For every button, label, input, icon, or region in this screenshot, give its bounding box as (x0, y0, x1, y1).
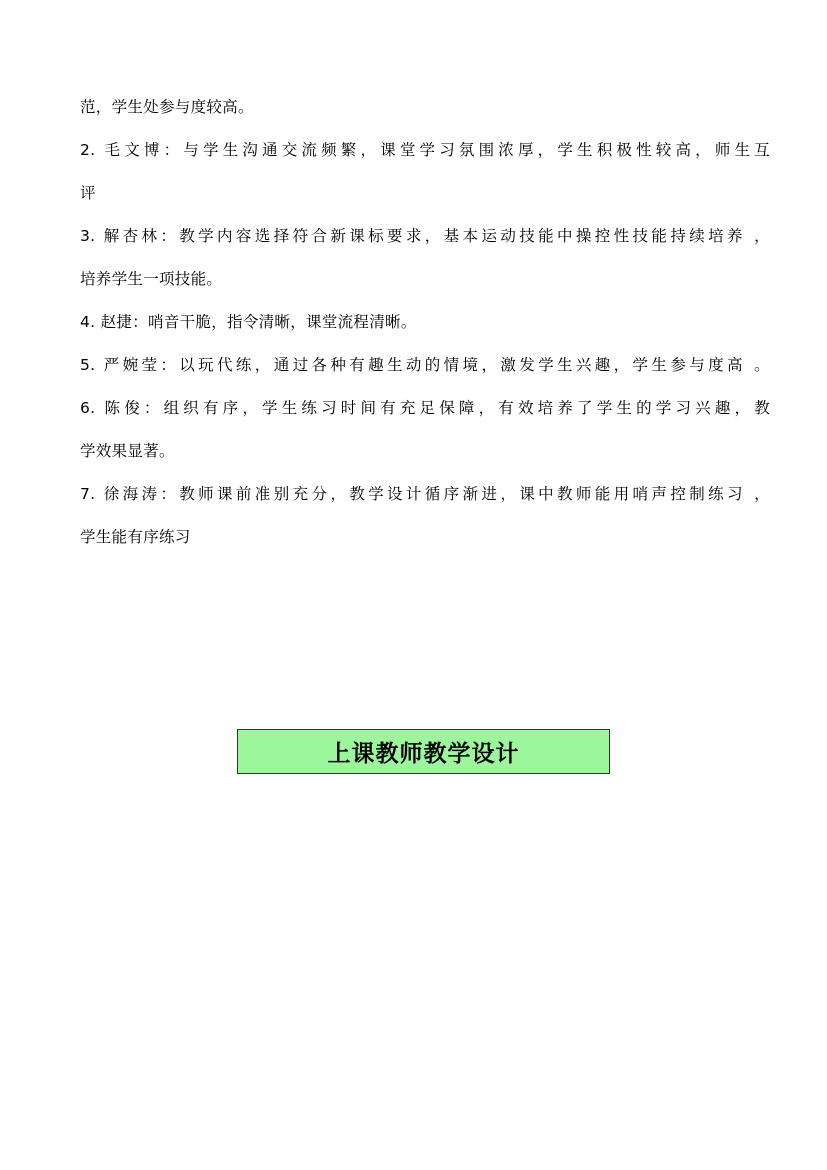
text-line: 5. 严婉莹：以玩代练，通过各种有趣生动的情境，激发学生兴趣，学生参与度高 。 (80, 356, 770, 374)
text-line: 学生能有序练习 (80, 528, 191, 546)
text-line: 培养学生一项技能。 (80, 270, 223, 288)
text-line: 范，学生处参与度较高。 (80, 98, 254, 116)
text-line: 学效果显著。 (80, 442, 175, 460)
text-line: 4. 赵捷：哨音干脆，指令清晰，课堂流程清晰。 (80, 313, 417, 331)
text-line: 评 (80, 184, 96, 202)
section-title: 上课教师教学设计 (327, 741, 520, 767)
text-line: 6. 陈俊：组织有序，学生练习时间有充足保障，有效培养了学生的学习兴趣，教 (80, 399, 770, 417)
text-line: 2. 毛文博：与学生沟通交流频繁，课堂学习氛围浓厚，学生积极性较高，师生互 (80, 141, 770, 159)
text-line: 7. 徐海涛：教师课前准别充分，教学设计循序渐进，课中教师能用哨声控制练习 ， (80, 485, 770, 503)
evaluation-text-block (80, 86, 770, 559)
section-title-box (237, 729, 610, 774)
text-line: 3. 解杏林：教学内容选择符合新课标要求，基本运动技能中操控性技能持续培养 ， (80, 227, 770, 245)
